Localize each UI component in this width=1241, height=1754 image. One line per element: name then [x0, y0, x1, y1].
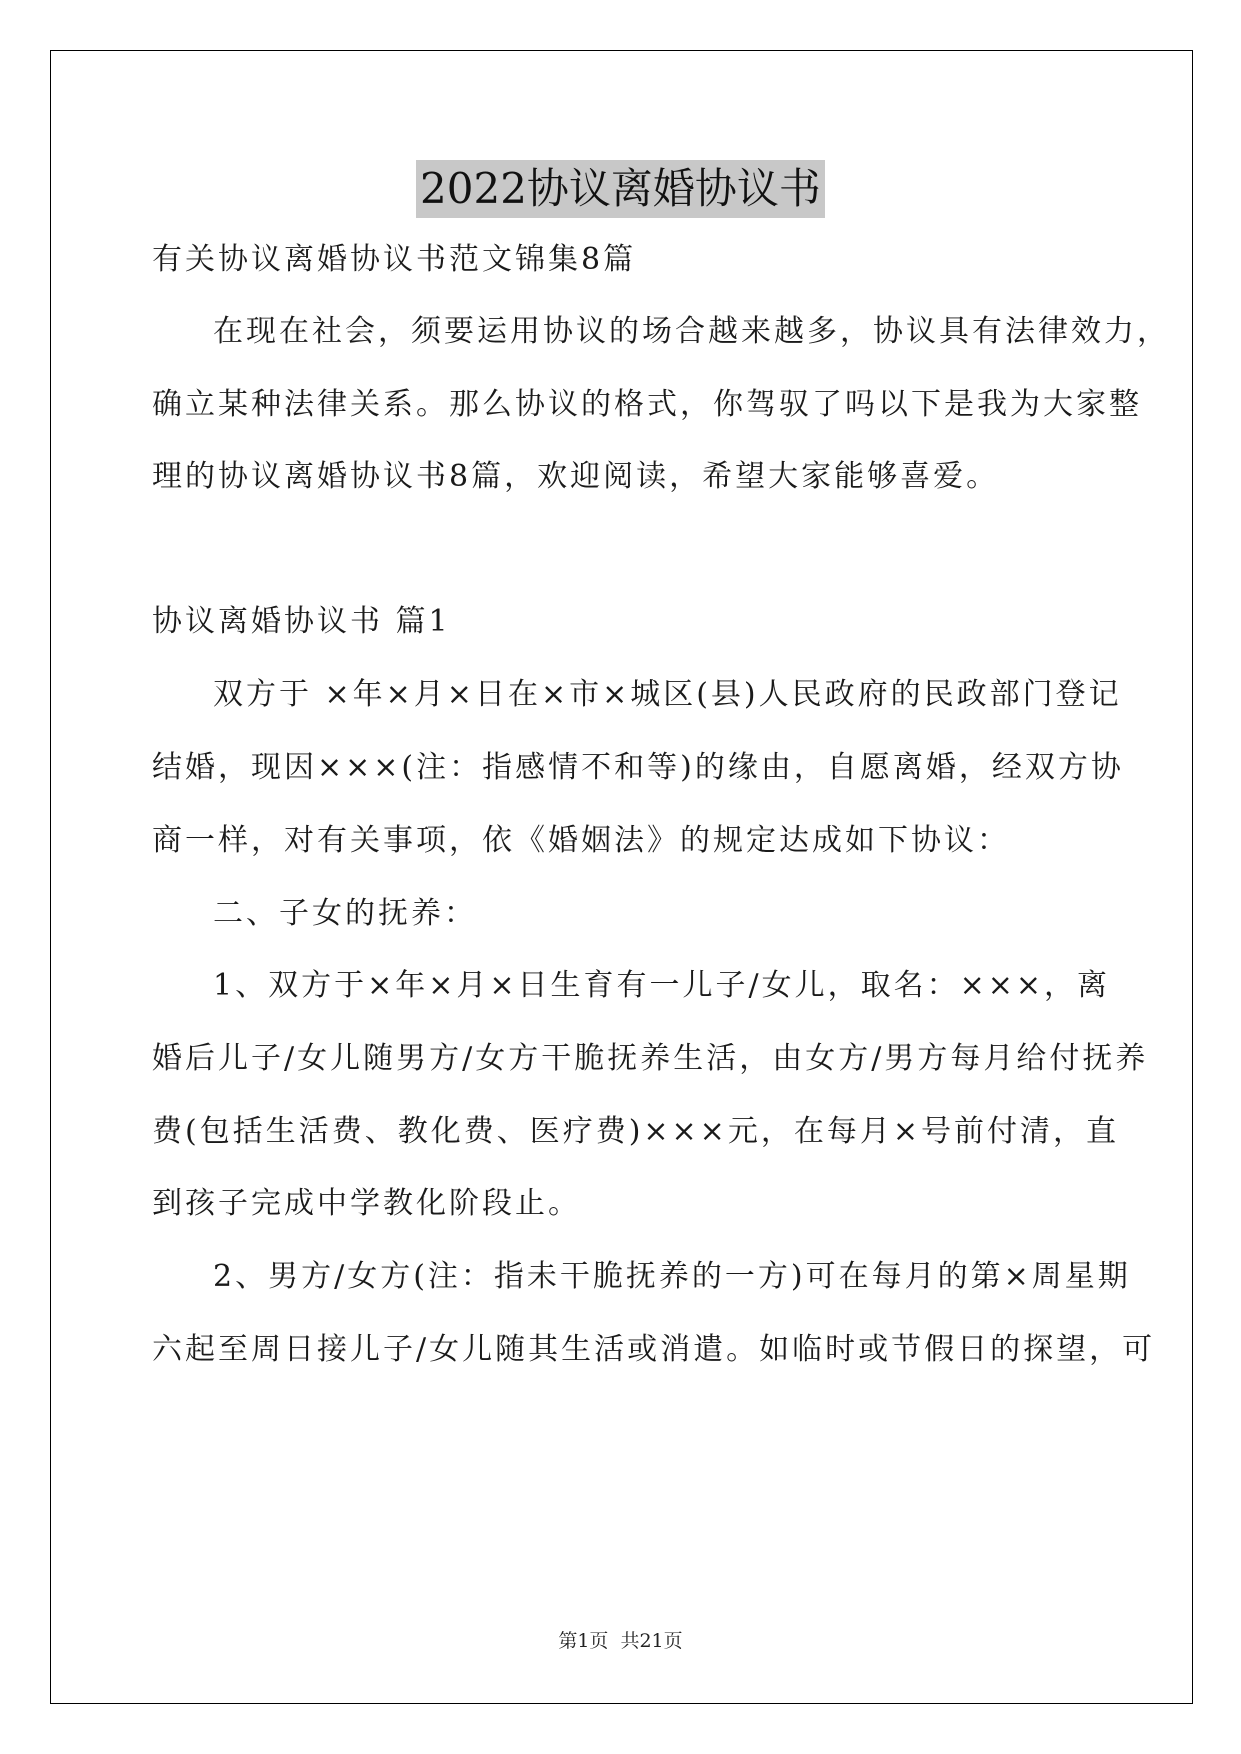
page-border [50, 50, 1193, 1704]
paragraph-line: 六起至周日接儿子/女儿随其生活或消遣。如临时或节假日的探望，可 [152, 1332, 1156, 1367]
page-footer [0, 1626, 1241, 1653]
paragraph-line: 确立某种法律关系。那么协议的格式，你驾驭了吗以下是我为大家整 [152, 387, 1142, 422]
document-title: 2022协议离婚协议书 [416, 160, 825, 218]
subtitle-line: 有关协议离婚协议书范文锦集8篇 [152, 242, 637, 277]
paragraph-line: 到孩子完成中学教化阶段止。 [152, 1186, 581, 1221]
title-container [0, 160, 1241, 218]
paragraph-line: 2、男方/女方(注：指未干脆抚养的一方)可在每月的第×周星期 [213, 1259, 1131, 1294]
paragraph-line: 婚后儿子/女儿随男方/女方干脆抚养生活，由女方/男方每月给付抚养 [152, 1041, 1149, 1076]
paragraph-line: 1、双方于×年×月×日生育有一儿子/女儿，取名：×××，离 [213, 968, 1111, 1003]
paragraph-line: 商一样，对有关事项，依《婚姻法》的规定达成如下协议： [152, 823, 1010, 858]
paragraph-line: 双方于 ×年×月×日在×市×城区(县)人民政府的民政部门登记 [213, 677, 1122, 712]
paragraph-line: 结婚，现因×××(注：指感情不和等)的缘由，自愿离婚，经双方协 [152, 750, 1124, 785]
page-number: 第1页 [558, 1630, 609, 1652]
subsection-heading: 二、子女的抚养： [213, 896, 477, 931]
paragraph-line: 费(包括生活费、教化费、医疗费)×××元，在每月×号前付清，直 [152, 1114, 1119, 1149]
page-total: 共21页 [620, 1630, 683, 1652]
paragraph-line: 理的协议离婚协议书8篇，欢迎阅读，希望大家能够喜爱。 [152, 459, 1000, 494]
section-heading: 协议离婚协议书 篇1 [152, 604, 451, 639]
paragraph-line: 在现在社会，须要运用协议的场合越来越多，协议具有法律效力， [213, 314, 1170, 349]
